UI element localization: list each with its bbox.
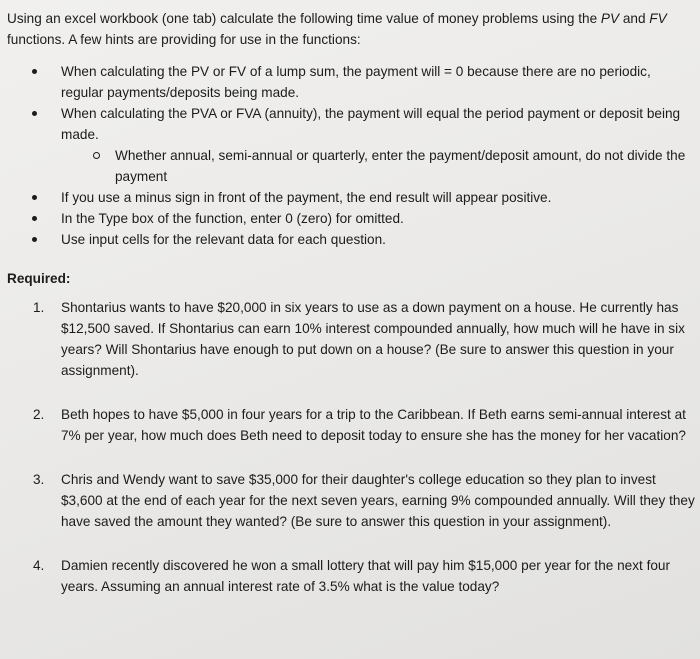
question-text: Damien recently discovered he won a small lottery that will pay him $15,000 per year for the next four years. Assuming an annual interest rate of 3.5% what is the value today? <box>61 558 670 594</box>
question-text: Chris and Wendy want to save $35,000 for their daughter's college education so they plan to invest $3,600 at the end of each year for the next seven years, earning 9% compounded annually. Will they they have saved the amount they wanted? (Be sure to answer this question in your assignment). <box>61 472 695 529</box>
hints-list <box>7 61 695 250</box>
sub-hints-list <box>61 145 695 187</box>
intro-text: Using an excel workbook (one tab) calculate the following time value of money problems using the <box>7 11 601 26</box>
question-number: 1. <box>33 300 45 315</box>
hint-text: When calculating the PV or FV of a lump sum, the payment will = 0 because there are no periodic, regular payments/deposits being made. <box>61 64 651 100</box>
question-number: 2. <box>33 407 45 422</box>
hint-item <box>7 61 695 103</box>
bullet-icon <box>32 69 37 74</box>
bullet-icon <box>32 111 37 116</box>
hint-item <box>7 208 695 229</box>
question-3 <box>7 469 695 532</box>
intro-text: functions. A few hints are providing for use in the functions: <box>7 32 361 47</box>
hint-item <box>7 187 695 208</box>
hint-item <box>7 229 695 250</box>
assignment-document <box>7 8 695 620</box>
required-heading: Required: <box>7 271 71 286</box>
question-4 <box>7 555 695 597</box>
bullet-icon <box>32 195 37 200</box>
question-text: Shontarius wants to have $20,000 in six years to use as a down payment on a house. He currently has $12,500 saved. If Shontarius can earn 10% interest compounded annually, how much will he have in six years? Will Shontarius have enough to put down on a house? (Be sure to answer this question in your assignment). <box>61 300 685 378</box>
pv-term: PV <box>600 11 620 26</box>
hint-text: Use input cells for the relevant data for each question. <box>61 232 386 247</box>
circle-bullet-icon <box>93 152 100 159</box>
question-number: 3. <box>33 472 45 487</box>
fv-term: FV <box>649 11 667 26</box>
hint-text: If you use a minus sign in front of the payment, the end result will appear positive. <box>61 190 552 205</box>
intro-paragraph <box>7 8 695 50</box>
question-number: 4. <box>33 558 45 573</box>
intro-text: and <box>619 11 650 26</box>
sub-hint-text: Whether annual, semi-annual or quarterly, enter the payment/deposit amount, do not divide the payment <box>115 148 686 184</box>
question-1 <box>7 297 695 381</box>
hint-item <box>7 103 695 187</box>
bullet-icon <box>32 237 37 242</box>
bullet-icon <box>32 216 37 221</box>
hint-text: When calculating the PVA or FVA (annuity), the payment will equal the period payment or deposit being made. <box>61 106 681 142</box>
question-2 <box>7 404 695 446</box>
hint-text: In the Type box of the function, enter 0 (zero) for omitted. <box>61 211 404 226</box>
question-text: Beth hopes to have $5,000 in four years for a trip to the Caribbean. If Beth earns semi-annual interest at 7% per year, how much does Beth need to deposit today to ensure she has the money for her vacation? <box>61 407 686 443</box>
sub-hint-item <box>61 145 695 187</box>
